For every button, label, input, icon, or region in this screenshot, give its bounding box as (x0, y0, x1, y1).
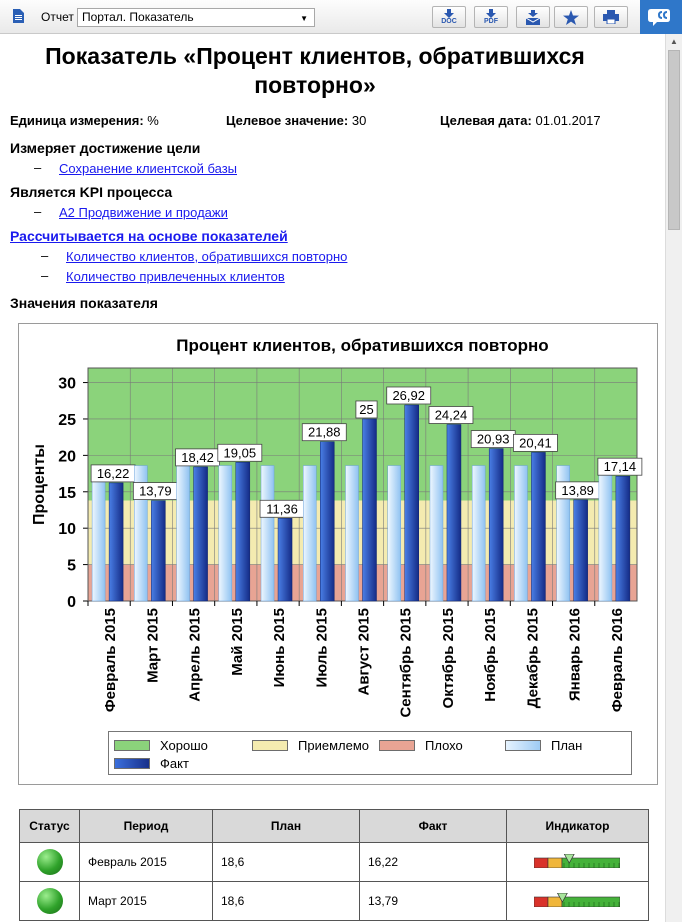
plan-cell: 18,6 (213, 882, 360, 921)
bar-plan (346, 466, 359, 601)
bar-fact (616, 476, 630, 601)
date-meta (440, 113, 601, 128)
y-tick-label: 20 (58, 448, 76, 466)
data-label: 19,05 (223, 445, 257, 461)
status-good-icon (37, 888, 63, 914)
x-tick-label: Сентябрь 2015 (397, 608, 415, 718)
col-status: Статус (20, 810, 80, 843)
period-cell: Февраль 2015 (80, 843, 213, 882)
y-tick-label: 10 (58, 521, 76, 539)
target-label: Целевое значение: (226, 113, 349, 128)
date-value: 01.01.2017 (535, 113, 601, 128)
report-label: Отчет (41, 10, 74, 24)
bullet-dash: – (41, 248, 49, 263)
legend-label-plan: План (551, 737, 583, 753)
x-tick-label: Ноябрь 2015 (482, 608, 500, 702)
fact-cell: 13,79 (360, 882, 507, 921)
kpi-heading: Является KPI процесса (10, 184, 173, 200)
bullet-dash: – (34, 204, 42, 219)
print-icon (603, 10, 619, 24)
favorite-button[interactable] (554, 6, 588, 28)
legend-label-good: Хорошо (160, 737, 208, 753)
x-tick-label: Декабрь 2015 (524, 608, 542, 709)
legend-item-bad (379, 738, 463, 752)
bar-fact (278, 518, 292, 601)
unit-label: Единица измерения: (10, 113, 144, 128)
x-tick-label: Апрель 2015 (186, 608, 204, 702)
kpi-link[interactable]: А2 Продвижение и продажи (59, 205, 228, 220)
legend-item-ok (252, 738, 369, 752)
print-button[interactable] (594, 6, 628, 28)
calc-heading-link[interactable]: Рассчитывается на основе показателей (10, 228, 288, 244)
page-content (0, 34, 665, 922)
bar-fact (363, 419, 377, 601)
period-cell: Март 2015 (80, 882, 213, 921)
report-select-value: Портал. Показатель (82, 10, 194, 24)
col-indicator: Индикатор (507, 810, 649, 843)
data-label: 16,22 (96, 465, 130, 481)
y-tick-label: 30 (58, 375, 76, 393)
bar-fact (447, 425, 461, 601)
fact-cell: 16,22 (360, 843, 507, 882)
date-label: Целевая дата: (440, 113, 532, 128)
bar-fact (489, 449, 503, 601)
gauge-ok (548, 858, 562, 868)
bar-fact (320, 442, 334, 601)
table-row (20, 882, 649, 921)
data-label: 13,89 (561, 482, 594, 498)
table-row (20, 843, 649, 882)
x-tick-label: Январь 2016 (566, 608, 584, 702)
chart-legend (108, 731, 632, 775)
col-fact: Факт (360, 810, 507, 843)
unit-meta (10, 113, 159, 128)
gauge-good (562, 897, 620, 907)
data-label: 18,42 (181, 449, 214, 465)
x-tick-label: Июнь 2015 (271, 608, 289, 688)
legend-item-plan (505, 738, 582, 752)
bar-plan (303, 466, 316, 601)
chart-title: Процент клиентов, обратившихся повторно (176, 336, 549, 355)
x-tick-label: Май 2015 (228, 608, 246, 676)
data-label: 20,93 (476, 431, 510, 447)
values-table (19, 809, 649, 921)
x-tick-label: Февраль 2016 (608, 608, 626, 713)
bar-fact (109, 483, 123, 601)
chart-canvas (19, 324, 659, 786)
col-period: Период (80, 810, 213, 843)
bullet-dash: – (41, 268, 49, 283)
bullet-dash: – (34, 160, 42, 175)
data-label: 11,36 (266, 501, 298, 517)
export-pdf-label: PDF (484, 18, 498, 25)
col-plan: План (213, 810, 360, 843)
plan-cell: 18,6 (213, 843, 360, 882)
table-header-row (20, 810, 649, 843)
y-tick-label: 15 (58, 484, 76, 502)
bar-plan (430, 466, 443, 601)
bar-fact (531, 452, 545, 601)
report-select[interactable] (77, 8, 315, 27)
gauge-bad (534, 858, 548, 868)
goal-link[interactable]: Сохранение клиентской базы (59, 161, 237, 176)
export-doc-label: DOC (441, 18, 457, 25)
bar-plan (261, 466, 274, 601)
bar-plan (514, 466, 527, 601)
bar-fact (236, 462, 250, 601)
vertical-scrollbar[interactable] (665, 34, 682, 922)
x-tick-label: Март 2015 (144, 608, 162, 683)
target-value: 30 (351, 113, 367, 128)
mail-button[interactable] (516, 6, 550, 28)
gauge-ok (548, 897, 562, 907)
calc-link-repeat-clients[interactable]: Количество клиентов, обратившихся повторно (66, 249, 348, 264)
legend-label-bad: Плохо (425, 737, 463, 753)
legend-swatch-fact (114, 758, 150, 769)
page-title: Показатель «Процент клиентов, обратившихся повторно» (45, 43, 585, 98)
bar-fact (151, 501, 165, 601)
data-label: 17,14 (603, 459, 637, 475)
export-pdf-button[interactable] (474, 6, 508, 28)
legend-swatch-bad (379, 740, 415, 751)
bar-plan (177, 466, 190, 601)
export-doc-button[interactable] (432, 6, 466, 28)
x-tick-label: Август 2015 (355, 608, 373, 696)
download-icon (444, 9, 454, 18)
legend-swatch-ok (252, 740, 288, 751)
x-tick-label: Октябрь 2015 (439, 608, 457, 709)
mail-icon (525, 10, 541, 25)
data-label: 21,88 (307, 424, 341, 440)
bar-plan (388, 466, 401, 601)
status-good-icon (37, 849, 63, 875)
legend-swatch-good (114, 740, 150, 751)
unit-value: % (147, 113, 159, 128)
scroll-up-arrow[interactable]: ▲ (670, 37, 678, 46)
calc-link-new-clients[interactable]: Количество привлеченных клиентов (66, 269, 285, 284)
bar-plan (472, 466, 485, 601)
data-label: 26,92 (392, 387, 426, 403)
y-tick-label: 25 (58, 411, 76, 429)
y-tick-label: 5 (67, 557, 76, 575)
values-heading: Значения показателя (10, 295, 158, 311)
goal-heading: Измеряет достижение цели (10, 140, 201, 156)
bar-fact (405, 405, 419, 601)
indicator-gauge (534, 893, 620, 907)
gauge-bad (534, 897, 548, 907)
chevron-down-icon: ▼ (300, 14, 308, 23)
download-icon (486, 9, 496, 18)
bar-fact (194, 467, 208, 601)
bar-plan (219, 466, 232, 601)
data-label: 13,79 (139, 483, 172, 499)
x-tick-label: Февраль 2015 (102, 608, 120, 713)
document-icon (13, 9, 24, 23)
bar-plan (92, 466, 105, 601)
data-label: 24,24 (434, 407, 468, 423)
legend-item-good (114, 738, 208, 752)
scrollbar-thumb[interactable] (668, 50, 680, 230)
legend-swatch-plan (505, 740, 541, 751)
chat-button[interactable] (640, 0, 682, 34)
bar-plan (599, 466, 612, 601)
y-axis-label: Проценты (31, 444, 48, 525)
indicator-gauge (534, 854, 620, 868)
indicator-chart (18, 323, 658, 785)
toolbar (0, 0, 682, 34)
y-tick-label: 0 (67, 594, 76, 611)
star-icon (563, 10, 579, 25)
x-tick-label: Июль 2015 (313, 608, 331, 688)
chat-icon (640, 0, 682, 34)
legend-label-ok: Приемлемо (298, 737, 369, 753)
data-label: 25 (359, 401, 374, 417)
legend-label-fact: Факт (160, 755, 189, 771)
legend-item-fact (114, 756, 189, 770)
target-meta (226, 113, 366, 128)
bar-fact (574, 500, 588, 601)
data-label: 20,41 (519, 435, 552, 451)
